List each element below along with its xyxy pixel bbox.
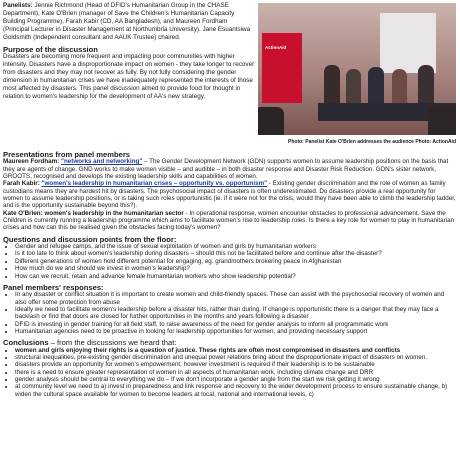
list-item: • How much do we and should we invest in women's leadership? [15,265,457,272]
list-item: • Is it too late to think about women's leadership during disasters – should this not be facilitated before and continue after the disaster? [15,250,457,257]
audience-figure [428,105,456,135]
presentation-kabir [3,180,457,209]
topic-link[interactable]: "networks and networking" [61,158,143,166]
audience-figure [258,107,284,135]
panelists-paragraph [3,2,255,42]
topic-link[interactable]: "women's leadership in humanitarian crises – opportunity vs. opportunism" [41,180,268,188]
presentations-heading: Presentations from panel members [3,150,131,159]
list-item: • Ideally we need to facilitate women's leadership before a disaster hits, rather than during. If change is opportunistic there is a danger that they may face a backlash or find that doors are closed for further opportunities in the months and years following a disaster [15,306,457,321]
conclusions-heading [3,339,457,346]
purpose-text: Disasters are becoming more frequent and impacting poor communities with higher intensity. Disasters have a disproportionate impact on women - they take longer to recover from disasters and they may not recover as fully. By not fully considering the gender dimension in humanitarian crises we have inadequately represented the interests of those most affected by disasters. This panel discussion aimed to provide food for thought in relation to women's leadership for the development of AA's new strategy. [3,53,255,100]
speaker-name: Kate O'Brien: women's leadership in the humanitarian sector [3,209,184,217]
list-item: • there is a need to ensure greater representation of women in all aspects of humanitarian work, including climate change and DRR [15,369,457,376]
speaker-name: Farah Kabir: [3,180,40,188]
photo-caption: Photo: Panelist Kate O'Brien addresses the audience Photo: ActionAid [288,139,456,145]
purpose-heading: Purpose of the discussion [3,44,98,54]
presentation-text: - Existing gender discrimination and the role of women as family custodians means they are hardest hit by disasters. The psychosocial impact of disasters is often underestimated. Do disasters provide a real opportunity for women to assume leadership positions, or is taking such roles opportunistic (ie. if it were not for the crisis, would they have been able to climb the leadership ladder, and is the opportunity sustainable beyond this?). [3,180,456,210]
presentation-text: – The Gender Development Network (GDN) supports women to assume leadership positions on the basis that they are agents of change. GND works to make women visible – and audible – in both disaster response and Disaster Risk Reduction. GDN's sister network, GROOTS, recognised and develops the existing leadership skills and capabilities of women. [3,158,449,181]
presentation-text: - In operational response, women encounter obstacles to professional advancement. Save the Children is currently running a leadership programme which aims to facilitate women's rise to leadership roles. Is there a key role for women to play in humanitarian crises and how can this be realised given the obstacles facing today's women? [3,209,455,232]
list-item: • gender analysis should be central to everything we do – If we don't incorporate a gender angle from the start we risk getting it wrong [15,376,457,383]
presentation-obrien [3,210,457,232]
panelist-figure [368,67,384,107]
panelists-label: Panelists: [3,2,33,9]
conclusions-subtitle: – from the discussions we heard that: [48,338,177,348]
panelist-figure [346,69,361,107]
actionaid-banner [262,33,302,103]
panelist-figure [324,65,340,107]
list-item: • How can we recruit, retain and advance female humanitarian workers who show leadership potential? [15,273,457,280]
responses-list [3,291,457,335]
list-item: • at community level we need to a) invest in preparedness and link response and recovery to the wider development process to ensure sustainable change, b) widen the cultural space available for women to become leaders at local, national and international levels, c) [15,383,457,398]
intro-column [3,2,255,101]
speaker-name: Maureen Fordham: [3,158,60,166]
list-item: • Gender and refugee camps, and the issue of sexual exploitation of women and girls by humanitarian workers [15,243,457,250]
list-item: • women and girls enjoying their rights is a question of justice. These rights are often most compromised in disasters and conflicts [15,347,457,354]
questions-list [3,243,457,280]
list-item: • In any disaster or conflict situation it is important to create women and child-friendly spaces. These can assist with the psychosocial recovery of women and also offer some protection from abuse [15,291,457,306]
list-item: • Different generations of women hold different potential for engaging, eg. grandmothers brokering peace in Afghanistan [15,258,457,265]
list-item: • structural inequalities, pre-existing gender discrimination and unequal power relations bring about the disproportionate impact of disasters on women. [15,354,457,361]
panelist-figure [392,69,407,107]
list-item: • disasters provide an opportunity for women's empowerment, however investment is required if their leadership is to be sustainable [15,361,457,368]
presentation-fordham [3,158,457,180]
event-photo [258,3,456,135]
panelist-figure [418,65,434,107]
main-content [3,151,457,398]
conclusions-title: Conclusions [3,338,49,348]
list-item: • DFID is investing in gender training for all field staff, to raise awareness of the need for gender analysis to inform all programmatic work [15,321,457,328]
list-item: • Humanitarian agencies need to be proactive in looking for leadership opportunities for women, and providing necessary support [15,328,457,335]
projector-screen [380,13,436,73]
questions-heading: Questions and discussion points from the floor: [3,234,177,244]
responses-heading: Panel members' responses: [3,282,104,292]
conclusions-list [3,347,457,398]
banner-logo-text: ActionAid [265,45,287,50]
panelists-text: Jennie Richmond (Head of DFID's Humanitarian Group in the CHASE Department), Kate O'Brien (manager of Save the Children's Humanitarian Capacity Building Programme), Farah Kabir (CD, AA Bangladesh), and Maureen Fordham (Principal Lecturer in Disaster Management at Northumbria University). Jane Esuantsiwa Goldsmith (Independent consultant and AAUK Trustee) chaired. [3,2,251,41]
